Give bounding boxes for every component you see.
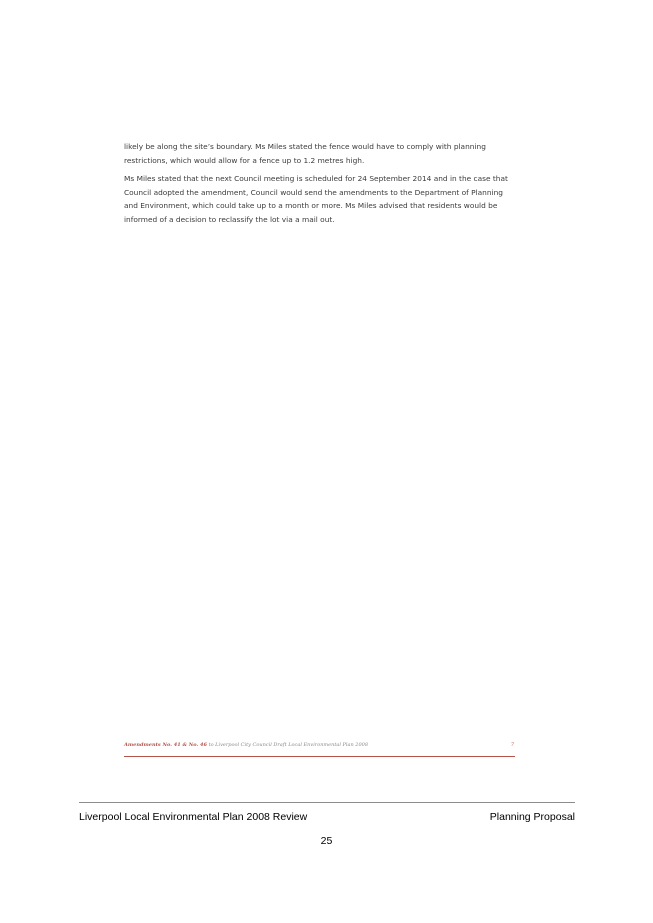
embedded-footer-page-number: 7 — [510, 742, 514, 748]
paragraph-fence-restrictions: likely be along the site’s boundary. Ms Miles stated the fence would have to comply with planning restrictions, which would allow for a fence up to 1.2 metres high. — [124, 142, 486, 165]
embedded-page-footer — [124, 742, 515, 757]
footer-divider — [79, 802, 575, 803]
footer-document-title: Liverpool Local Environmental Plan 2008 Review — [79, 811, 308, 823]
embedded-footer-amendments: Amendments No. 41 & No. 46 — [124, 742, 207, 748]
embedded-page-body — [124, 140, 519, 231]
embedded-footer-document: to Liverpool City Council Draft Local Environmental Plan 2008 — [208, 742, 369, 748]
paragraph-council-meeting: Ms Miles stated that the next Council meeting is scheduled for 24 September 2014 and in the case that Council adopted the amendment, Council would send the amendments to the Department of Planning and Environment, which could take up to a month or more. Ms Miles advised that residents would be informed of a decision to reclassify the lot via a mail out. — [124, 174, 508, 224]
page-number: 25 — [320, 835, 333, 847]
footer-document-type: Planning Proposal — [489, 811, 575, 823]
